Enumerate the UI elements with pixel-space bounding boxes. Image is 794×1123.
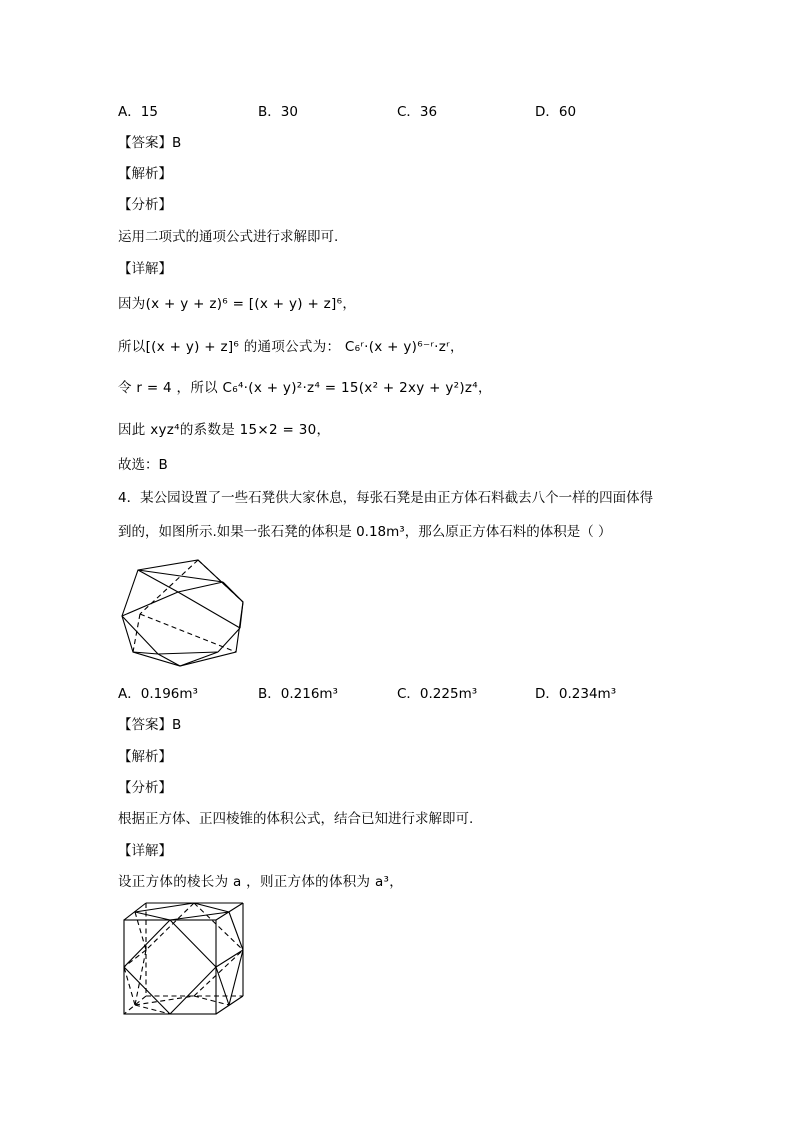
- q4-fenxi-heading: 【分析】: [118, 780, 172, 796]
- cube-with-stool-figure: [118, 900, 248, 1018]
- q4-option-c: C．0.225m³: [397, 686, 478, 702]
- stone-stool-figure: [118, 556, 248, 672]
- q3-conclusion: 故选：B: [118, 457, 168, 473]
- stool-edge: [178, 592, 240, 628]
- stool-edge: [240, 602, 243, 628]
- q3-step-4: 因此 xyz⁴的系数是 15×2 = 30，: [118, 422, 331, 438]
- stool-edge: [170, 967, 216, 1014]
- q4-option-b: B．0.216m³: [258, 686, 338, 702]
- stool-hidden-edge: [135, 1005, 170, 1014]
- q4-options: [118, 684, 678, 704]
- stool-hidden-edge: [194, 996, 229, 1005]
- q3-answer: 【答案】B: [118, 135, 182, 151]
- q4-option-a: A．0.196m³: [118, 686, 198, 702]
- stool-edge: [178, 582, 223, 592]
- stool-edge: [180, 652, 218, 666]
- q4-step-1: 设正方体的棱长为 a ，则正方体的体积为 a³，: [118, 874, 404, 890]
- stool-hidden-edge: [194, 903, 243, 950]
- stool-edge: [216, 967, 229, 1005]
- q3-step-3: 令 r = 4 ，所以 C₆⁴·(x + y)²·z⁴ = 15(x² + 2xy + y²)z⁴，: [118, 380, 492, 396]
- q3-fenxi-text: 运用二项式的通项公式进行求解即可.: [118, 229, 339, 245]
- q3-option-d: D．60: [535, 104, 577, 120]
- stool-edge: [124, 967, 170, 1014]
- q4-stem-line-2: 到的，如图所示.如果一张石凳的体积是 0.18m³，那么原正方体石料的体积是（ ）: [118, 524, 612, 540]
- stool-hidden-edge: [140, 614, 236, 652]
- q4-answer: 【答案】B: [118, 717, 182, 733]
- q3-option-c: C．36: [397, 104, 438, 120]
- stool-hidden-edge: [135, 912, 146, 950]
- q4-analysis-heading: 【解析】: [118, 749, 172, 765]
- q3-step-2: 所以[(x + y) + z]⁶ 的通项公式为： C₆ʳ·(x + y)⁶⁻ʳ·zʳ，: [118, 339, 464, 355]
- stool-hidden-edge: [133, 614, 140, 652]
- q4-fenxi-text: 根据正方体、正四棱锥的体积公式，结合已知进行求解即可.: [118, 811, 474, 827]
- stool-edge: [135, 912, 170, 920]
- q4-detail-heading: 【详解】: [118, 843, 172, 859]
- stool-hidden-edge: [124, 950, 146, 967]
- stool-edge: [170, 912, 229, 920]
- q4-option-d: D．0.234m³: [535, 686, 617, 702]
- stool-edge: [170, 920, 216, 967]
- stool-edge: [194, 903, 229, 912]
- stool-edge: [122, 592, 178, 616]
- q3-fenxi-heading: 【分析】: [118, 197, 172, 213]
- stool-edge: [124, 920, 170, 967]
- q3-options: [118, 102, 678, 122]
- q3-option-b: B．30: [258, 104, 298, 120]
- cube-edge: [216, 903, 243, 920]
- stool-hidden-edge: [146, 903, 194, 950]
- q3-step-1: 因为(x + y + z)⁶ = [(x + y) + z]⁶，: [118, 296, 357, 312]
- stool-edge: [158, 652, 218, 654]
- q4-stem-line-1: 4．某公园设置了一些石凳供大家休息，每张石凳是由正方体石料截去八个一样的四面体得: [118, 490, 654, 506]
- q3-detail-heading: 【详解】: [118, 261, 172, 277]
- q3-analysis-heading: 【解析】: [118, 166, 172, 182]
- stool-edge: [229, 912, 243, 950]
- q3-option-a: A．15: [118, 104, 158, 120]
